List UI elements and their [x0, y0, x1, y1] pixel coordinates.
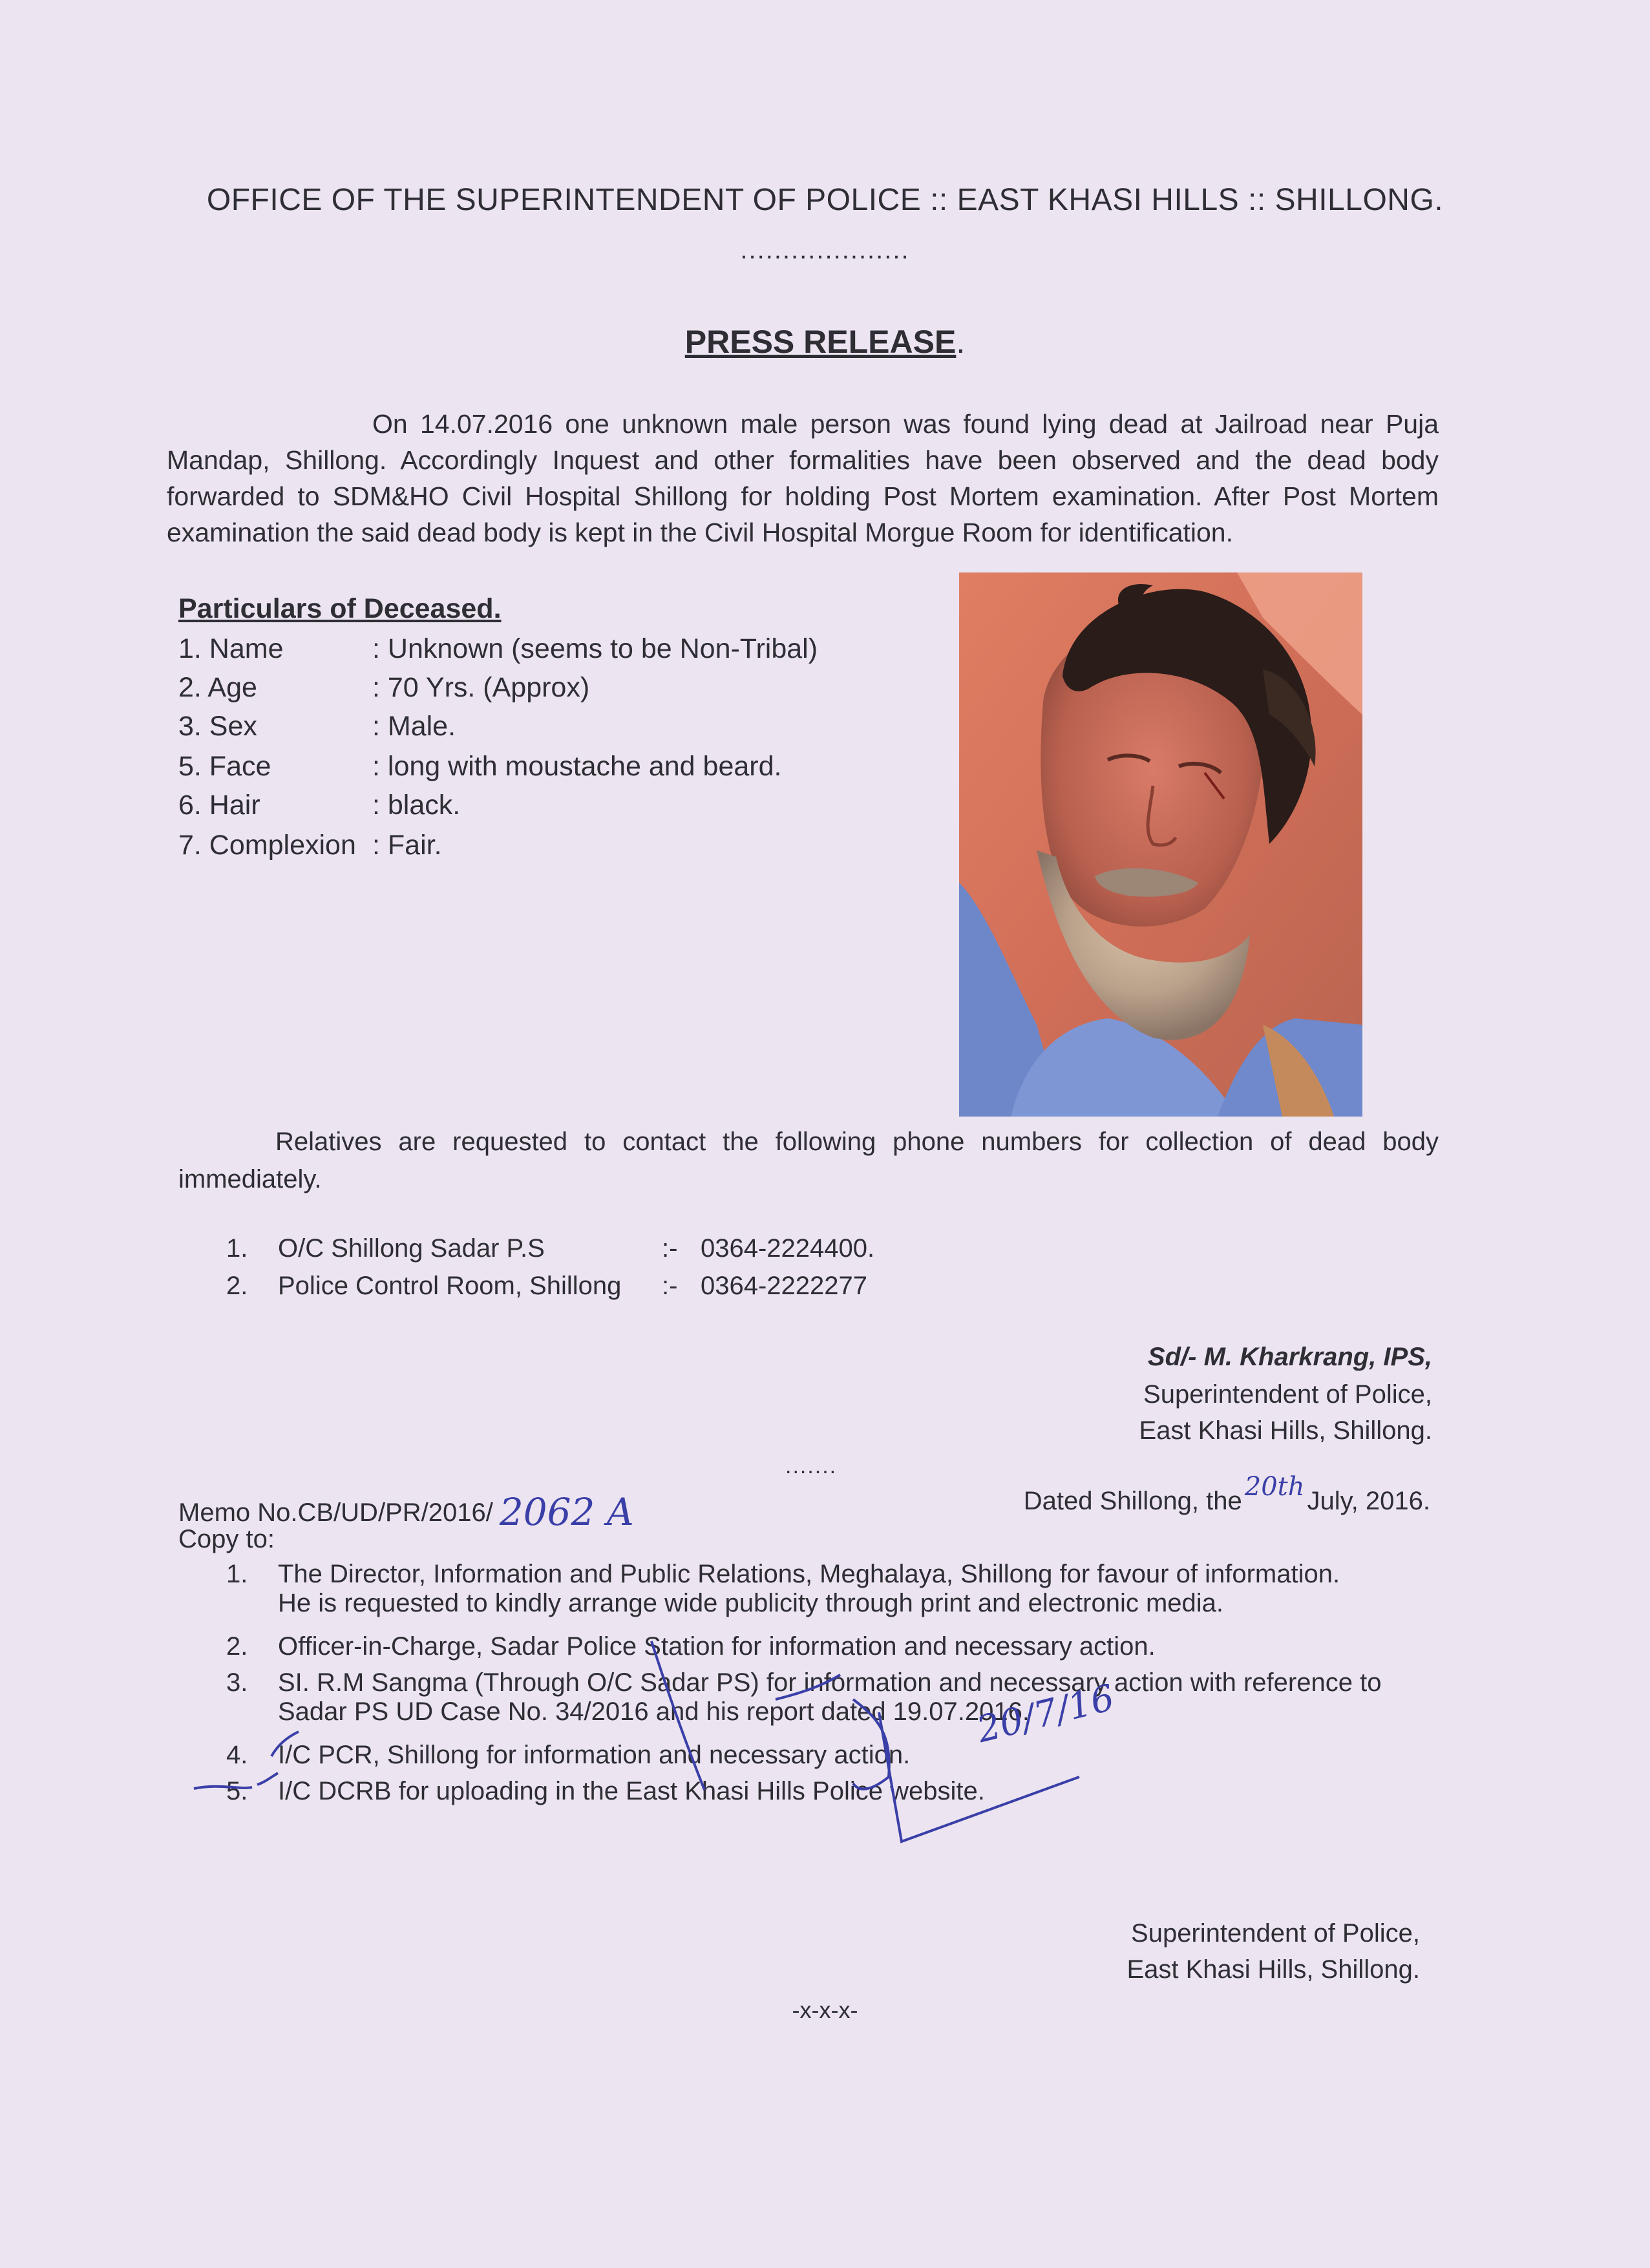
particular-value: : 70 Yrs. (Approx) — [372, 672, 590, 703]
copy-item-line: He is requested to kindly arrange wide publicity through print and electronic media. — [278, 1589, 1224, 1617]
deceased-photo — [959, 572, 1362, 1117]
particular-value: : black. — [372, 790, 461, 821]
contact-separator: :- — [662, 1234, 678, 1263]
dated-suffix: July, 2016. — [1307, 1487, 1430, 1515]
particular-label: 1. Name — [178, 633, 284, 664]
signatory-place: East Khasi Hills, Shillong. — [1139, 1416, 1432, 1445]
copy-item-number: 2. — [226, 1632, 248, 1661]
particular-label: 2. Age — [178, 672, 257, 703]
contact-phone: 0364-2222277 — [701, 1272, 868, 1300]
particular-row — [178, 633, 818, 665]
contact-label: O/C Shillong Sadar P.S — [278, 1234, 545, 1263]
intro-paragraph — [167, 406, 1439, 551]
particular-label: 7. Complexion — [178, 830, 356, 861]
copy-item-text — [278, 1560, 1340, 1618]
copy-item-line: Sadar PS UD Case No. 34/2016 and his report dated 19.07.2016. — [278, 1697, 1030, 1726]
press-release-title-text: PRESS RELEASE — [684, 324, 957, 360]
signatory-name: Sd/- M. Kharkrang, IPS, — [1147, 1343, 1432, 1371]
particular-value: : Unknown (seems to be Non-Tribal) — [372, 633, 818, 664]
memo-handwritten-number: 2062 A — [499, 1490, 634, 1534]
particular-label: 6. Hair — [178, 790, 260, 821]
particular-row — [178, 711, 456, 742]
copy-item-number: 4. — [226, 1741, 248, 1769]
footer-place: East Khasi Hills, Shillong. — [1126, 1955, 1420, 1984]
memo-number — [178, 1486, 634, 1534]
particular-value: : Male. — [372, 711, 456, 742]
contact-row — [226, 1234, 874, 1263]
copy-item-line: I/C DCRB for uploading in the East Khasi Hills Police website. — [278, 1777, 985, 1805]
memo-date — [1023, 1472, 1430, 1516]
end-marker: -x-x-x- — [792, 1997, 858, 2023]
particular-label: 5. Face — [178, 751, 271, 782]
section-divider: ....... — [785, 1454, 838, 1478]
copy-to-label: Copy to: — [178, 1525, 275, 1553]
copy-item-number: 1. — [226, 1560, 248, 1588]
contact-label: Police Control Room, Shillong — [278, 1272, 622, 1300]
copy-item-number: 5. — [226, 1777, 248, 1805]
particulars-heading: Particulars of Deceased. — [178, 593, 502, 624]
signatory-title: Superintendent of Police, — [1143, 1380, 1432, 1409]
heading-dots: .................... — [740, 236, 910, 264]
dated-prefix: Dated Shillong, the — [1023, 1487, 1242, 1515]
relatives-paragraph — [178, 1123, 1439, 1198]
particular-value: : long with moustache and beard. — [372, 751, 782, 782]
relatives-text: Relatives are requested to contact the following phone numbers for collection of dead body immediately. — [178, 1128, 1439, 1193]
copy-item-line: SI. R.M Sangma (Through O/C Sadar PS) for information and necessary action with reference to — [278, 1668, 1382, 1697]
copy-item-number: 3. — [226, 1668, 248, 1697]
contact-number-index: 1. — [226, 1234, 248, 1263]
footer-title: Superintendent of Police, — [1131, 1919, 1420, 1948]
particular-value: : Fair. — [372, 830, 442, 861]
office-heading: OFFICE OF THE SUPERINTENDENT OF POLICE :: EAST KHASI HILLS :: SHILLONG. — [206, 183, 1444, 217]
handwritten-marks — [181, 1628, 1189, 1861]
handwritten-initials: 20/7/16 — [973, 1676, 1119, 1752]
particular-row — [178, 672, 589, 704]
particular-label: 3. Sex — [178, 711, 257, 742]
press-release-title — [0, 323, 1650, 361]
contact-separator: :- — [662, 1272, 678, 1300]
copy-item-line: The Director, Information and Public Relations, Meghalaya, Shillong for favour of information. — [278, 1560, 1340, 1588]
title-period: . — [956, 324, 966, 360]
contact-row — [226, 1272, 867, 1301]
particular-row — [178, 790, 460, 821]
intro-text: On 14.07.2016 one unknown male person was found lying dead at Jailroad near Puja Mandap, Shillong. Accordingly Inquest and other formalities have been observed and the dead body forwarded to SDM&HO Civil Hospital Shillong for holding Post Mortem examination. After Post Mortem examination the said dead body is kept in the Civil Hospital Morgue Room for identification. — [167, 409, 1439, 547]
contact-phone: 0364-2224400. — [701, 1234, 875, 1263]
particular-row — [178, 830, 442, 861]
copy-item-line: Officer-in-Charge, Sadar Police Station for information and necessary action. — [278, 1632, 1156, 1661]
contact-number-index: 2. — [226, 1272, 248, 1300]
copy-item-line: I/C PCR, Shillong for information and necessary action. — [278, 1741, 911, 1769]
memo-prefix: Memo No.CB/UD/PR/2016/ — [178, 1498, 493, 1527]
dated-handwritten-day: 20th — [1244, 1472, 1305, 1502]
copy-item — [226, 1560, 1340, 1618]
particular-row — [178, 751, 781, 782]
